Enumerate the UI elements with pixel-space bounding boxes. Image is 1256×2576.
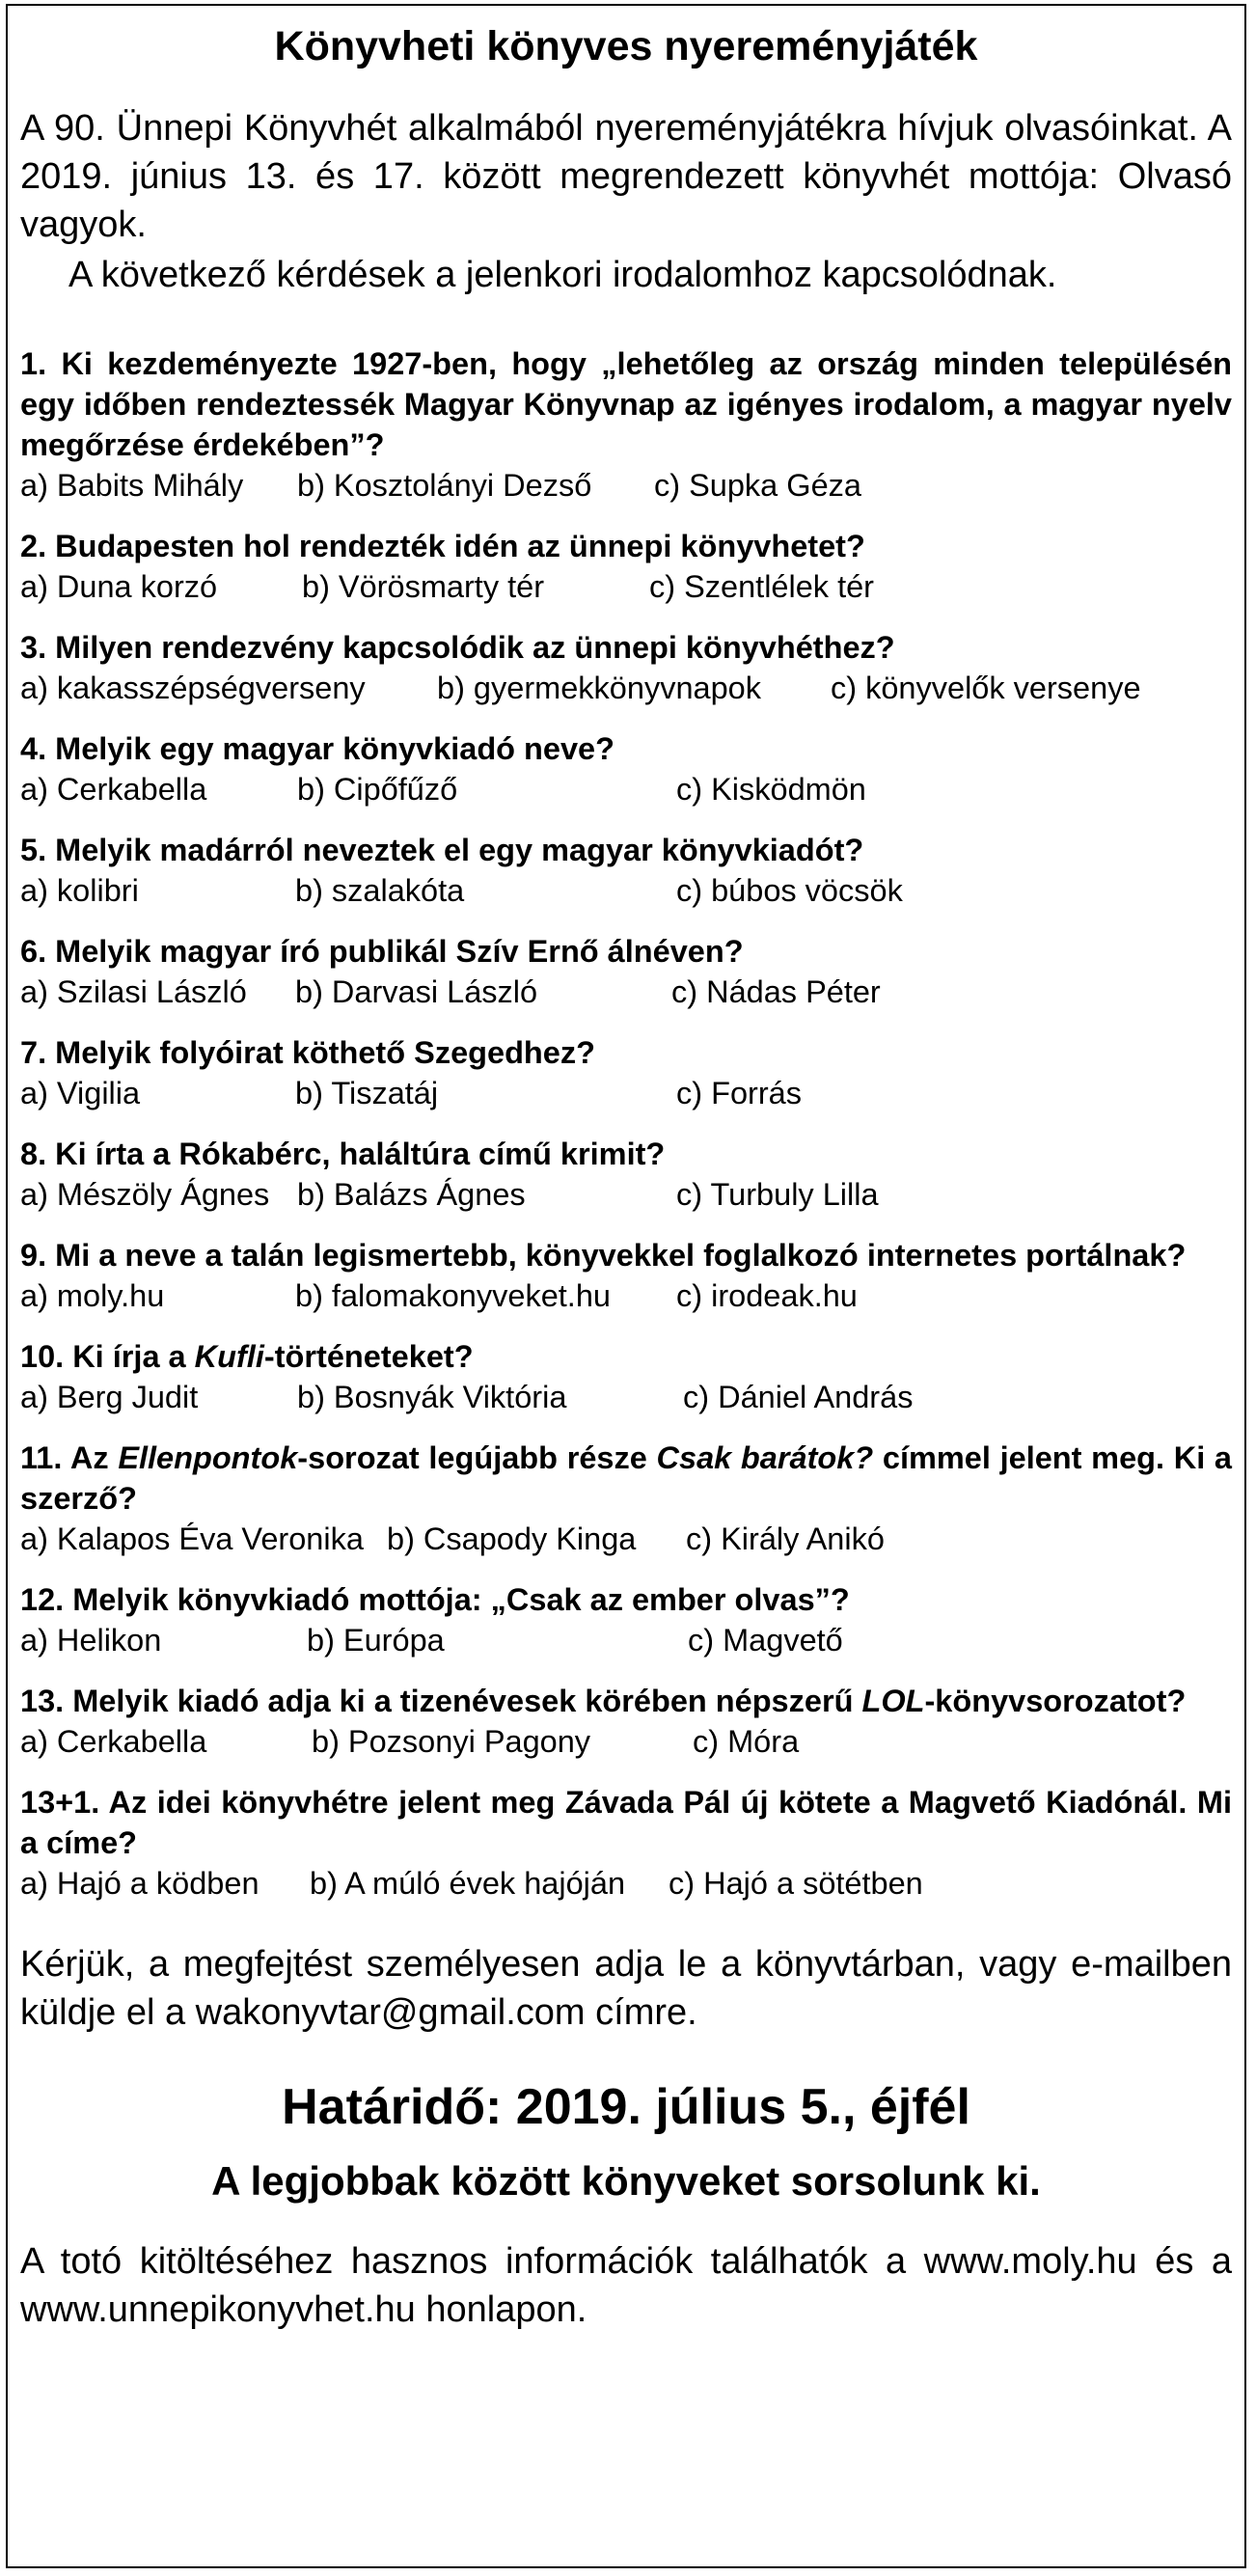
answer-a: a) Duna korzó: [20, 569, 218, 604]
answer-options: [20, 1863, 1232, 1904]
answer-b: b) Európa: [307, 1623, 445, 1658]
answer-c: c) irodeak.hu: [676, 1278, 858, 1313]
question-text: 5. Melyik madárról neveztek el egy magyar könyvkiadót?: [20, 833, 864, 867]
answer-c: c) Móra: [693, 1724, 800, 1759]
quiz-page: [6, 4, 1246, 2568]
question-13: [20, 1681, 1232, 1762]
question-text: [20, 1336, 1232, 1377]
answer-b: b) szalakóta: [295, 873, 465, 908]
answer-a: a) Vigilia: [20, 1076, 141, 1110]
answer-b: b) Pozsonyi Pagony: [312, 1724, 591, 1759]
answer-b: b) Vörösmarty tér: [302, 569, 545, 604]
answer-a: a) kolibri: [20, 873, 139, 908]
question-text-italic: LOL: [861, 1684, 925, 1718]
answer-b: b) A múló évek hajóján: [310, 1866, 626, 1901]
answer-b: b) Cipőfűző: [297, 772, 458, 807]
answer-c: c) Kisködmön: [676, 772, 866, 807]
intro-subtext: A következő kérdések a jelenkori irodalomhoz kapcsolódnak.: [68, 255, 1057, 295]
question-6: [20, 931, 1232, 1012]
answer-options: [20, 1519, 1232, 1559]
prize-text: A legjobbak között könyveket sorsolunk ki.: [211, 2158, 1041, 2204]
answer-a: a) Cerkabella: [20, 1724, 207, 1759]
question-text-part: -könyvsorozatot?: [924, 1684, 1187, 1718]
answer-b: b) Balázs Ágnes: [297, 1177, 526, 1212]
answer-a: a) Helikon: [20, 1623, 162, 1658]
question-text: 12. Melyik könyvkiadó mottója: „Csak az ember olvas”?: [20, 1582, 850, 1617]
page-title: Könyvheti könyves nyereményjáték: [274, 23, 978, 69]
answer-a: a) Mészöly Ágnes: [20, 1177, 270, 1212]
answer-b: b) gyermekkönyvnapok: [437, 671, 761, 705]
answer-options: [20, 1377, 1232, 1417]
question-text: [20, 1438, 1232, 1519]
answer-options: [20, 668, 1232, 708]
submission-instructions: Kérjük, a megfejtést személyesen adja le a könyvtárban, vagy e-mailben küldje el a wakonyvtar@gmail.com címre.: [20, 1944, 1232, 2033]
question-text: 6. Melyik magyar író publikál Szív Ernő álnéven?: [20, 934, 744, 969]
question-text-part: -történeteket?: [263, 1339, 474, 1374]
question-4: [20, 728, 1232, 809]
answer-options: [20, 1721, 1232, 1762]
question-text: 3. Milyen rendezvény kapcsolódik az ünnepi könyvhéthez?: [20, 630, 895, 665]
question-12: [20, 1579, 1232, 1660]
answer-options: [20, 1620, 1232, 1660]
answer-options: [20, 1174, 1232, 1215]
question-text: 4. Melyik egy magyar könyvkiadó neve?: [20, 731, 614, 766]
question-text: 1. Ki kezdeményezte 1927-ben, hogy „lehetőleg az ország minden településén egy időben rendeztessék Magyar Könyvnap az igényes irodalom, a magyar nyelv megőrzése érdekében”?: [20, 346, 1232, 462]
question-text: 2. Budapesten hol rendezték idén az ünnepi könyvhetet?: [20, 529, 865, 563]
answer-a: a) Szilasi László: [20, 974, 247, 1009]
answer-b: b) falomakonyveket.hu: [295, 1278, 611, 1313]
intro-text: A 90. Ünnepi Könyvhét alkalmából nyereményjátékra hívjuk olvasóinkat. A 2019. június 13. és 17. között megrendezett könyvhét mottója: Olvasó vagyok.: [20, 108, 1232, 245]
answer-c: c) Supka Géza: [654, 468, 861, 503]
answer-a: a) Cerkabella: [20, 772, 207, 807]
question-11: [20, 1438, 1232, 1559]
question-text-italic: Ellenpontok: [118, 1440, 298, 1475]
answer-c: c) Turbuly Lilla: [676, 1177, 879, 1212]
deadline-heading: Határidő: 2019. július 5., éjfél: [282, 2079, 970, 2135]
question-3: [20, 627, 1232, 708]
question-8: [20, 1134, 1232, 1215]
question-text-part: 13. Melyik kiadó adja ki a tizenévesek körében népszerű: [20, 1684, 862, 1718]
question-5: [20, 830, 1232, 911]
question-text: 7. Melyik folyóirat köthető Szegedhez?: [20, 1035, 595, 1070]
answer-b: b) Csapody Kinga: [387, 1521, 637, 1556]
question-14: [20, 1782, 1232, 1904]
question-text-part: 11. Az: [20, 1440, 119, 1475]
question-text-part: 10. Ki írja a: [20, 1339, 195, 1374]
answer-a: a) Berg Judit: [20, 1380, 199, 1414]
question-10: [20, 1336, 1232, 1417]
answer-c: c) Forrás: [676, 1076, 802, 1110]
question-text: 9. Mi a neve a talán legismertebb, könyvekkel foglalkozó internetes portálnak?: [20, 1238, 1187, 1273]
answer-options: [20, 972, 1232, 1012]
answer-options: [20, 566, 1232, 607]
question-text: [20, 1681, 1232, 1721]
question-text-italic: Csak barátok?: [656, 1440, 874, 1475]
answer-b: b) Bosnyák Viktória: [297, 1380, 567, 1414]
answer-c: c) Nádas Péter: [671, 974, 881, 1009]
answer-options: [20, 870, 1232, 911]
answer-a: a) Hajó a ködben: [20, 1866, 259, 1901]
answer-c: c) Király Anikó: [686, 1521, 885, 1556]
question-text-italic: Kufli: [194, 1339, 264, 1374]
answer-a: a) Kalapos Éva Veronika: [20, 1521, 364, 1556]
answer-options: [20, 1073, 1232, 1113]
answer-a: a) kakasszépségverseny: [20, 671, 366, 705]
answer-a: a) Babits Mihály: [20, 468, 244, 503]
question-2: [20, 526, 1232, 607]
question-list: [20, 343, 1232, 1904]
answer-b: b) Darvasi László: [295, 974, 538, 1009]
question-text-part: -sorozat legújabb része: [297, 1440, 657, 1475]
answer-c: c) Hajó a sötétben: [669, 1866, 923, 1901]
answer-a: a) moly.hu: [20, 1278, 165, 1313]
answer-options: [20, 465, 1232, 506]
question-7: [20, 1032, 1232, 1113]
info-text: A totó kitöltéséhez hasznos információk találhatók a www.moly.hu és a www.unnepikonyvhet.hu honlapon.: [20, 2241, 1232, 2330]
answer-b: b) Kosztolányi Dezső: [297, 468, 592, 503]
question-9: [20, 1235, 1232, 1316]
question-text: 8. Ki írta a Rókabérc, haláltúra című krimit?: [20, 1137, 666, 1171]
answer-c: c) búbos vöcsök: [676, 873, 903, 908]
question-1: [20, 343, 1232, 506]
answer-c: c) Dániel András: [683, 1380, 914, 1414]
answer-c: c) Magvető: [688, 1623, 843, 1658]
question-text-part: címmel jelent meg. Ki a szerző?: [20, 1440, 1232, 1516]
answer-c: c) könyvelők versenye: [831, 671, 1141, 705]
answer-options: [20, 1275, 1232, 1316]
answer-options: [20, 769, 1232, 809]
answer-c: c) Szentlélek tér: [649, 569, 875, 604]
question-text: 13+1. Az idei könyvhétre jelent meg Závada Pál új kötete a Magvető Kiadónál. Mi a címe?: [20, 1785, 1232, 1860]
answer-b: b) Tiszatáj: [295, 1076, 439, 1110]
